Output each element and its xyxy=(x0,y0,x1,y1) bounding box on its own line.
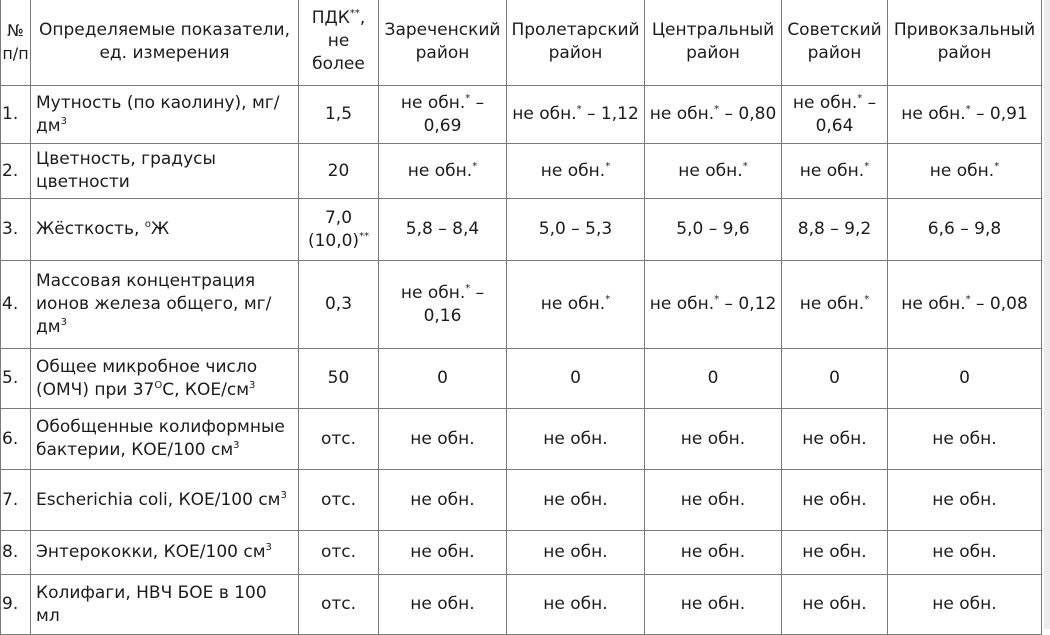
value-text: не обн. xyxy=(680,428,746,449)
value-text: не обн. xyxy=(410,542,475,562)
indicator-superscript: 3 xyxy=(249,379,256,391)
not-detected-footnote-mark: * xyxy=(576,104,582,115)
indicator-text: Escherichia coli, КОЕ/100 см xyxy=(36,489,281,510)
district-value-cell xyxy=(888,144,1042,199)
pdk-value: 1,5 xyxy=(324,104,353,124)
district-value-cell xyxy=(507,531,645,575)
district-value-cell xyxy=(645,144,782,199)
district-value-cell xyxy=(888,261,1042,349)
value-text: не обн. xyxy=(543,428,608,449)
not-detected-footnote-mark: * xyxy=(864,294,870,305)
not-detected-footnote-mark: * xyxy=(714,104,720,115)
not-detected-footnote-mark: * xyxy=(742,160,748,172)
indicator-superscript: 3 xyxy=(60,115,67,127)
value-text: не обн. xyxy=(400,282,466,303)
value-text: не обн. xyxy=(410,428,475,449)
not-detected-footnote-mark: * xyxy=(465,282,471,294)
value-text: 0 xyxy=(707,368,719,388)
pdk-cell xyxy=(299,199,379,261)
value-text: не обн. xyxy=(410,594,475,614)
district-value-cell xyxy=(379,470,507,531)
district-value-cell xyxy=(782,531,888,575)
table-row xyxy=(1,409,1042,470)
district-value-cell xyxy=(782,349,888,409)
value-text: не обн. xyxy=(680,489,746,510)
indicator-superscript: О xyxy=(154,379,163,391)
row-number: 7. xyxy=(1,470,31,531)
district-value-cell xyxy=(888,470,1042,531)
value-text: не обн. xyxy=(802,428,867,449)
indicator-cell xyxy=(31,86,299,144)
value-text: не обн. xyxy=(802,489,867,510)
district-value-cell xyxy=(782,86,888,144)
pdk-value: отс. xyxy=(320,542,357,562)
district-value-cell xyxy=(379,144,507,199)
indicator-superscript: 3 xyxy=(280,489,287,501)
table-row xyxy=(1,531,1042,575)
row-number: 5. xyxy=(1,349,31,409)
header-district: Пролетарский район xyxy=(507,0,645,86)
pdk-cell xyxy=(299,575,379,635)
not-detected-footnote-mark: * xyxy=(994,160,1000,172)
value-text: не обн. xyxy=(543,594,608,614)
value-text: не обн. xyxy=(543,489,608,510)
value-range-tail: – 1,12 xyxy=(581,104,639,124)
indicator-cell xyxy=(31,409,299,470)
pdk-extra-value: (10,0) xyxy=(307,230,360,251)
row-number: 8. xyxy=(1,531,31,575)
district-value-cell xyxy=(645,470,782,531)
value-text: не обн. xyxy=(512,104,577,124)
pdk-cell xyxy=(299,409,379,470)
table-row xyxy=(1,349,1042,409)
district-value-cell xyxy=(507,86,645,144)
district-value-cell xyxy=(645,531,782,575)
value-text: не обн. xyxy=(680,542,746,562)
district-value-cell xyxy=(782,575,888,635)
indicator-cell xyxy=(31,349,299,409)
header-district: Зареченский район xyxy=(379,0,507,86)
district-value-cell xyxy=(888,349,1042,409)
indicator-text: Массовая концентрация ионов железа общего, мг/дм xyxy=(36,271,272,337)
not-detected-footnote-mark: * xyxy=(472,160,478,172)
not-detected-footnote-mark: * xyxy=(965,104,971,115)
pdk-value: 20 xyxy=(327,160,350,181)
value-text: не обн. xyxy=(901,294,966,314)
value-text: не обн. xyxy=(932,594,997,614)
district-value-cell xyxy=(379,261,507,349)
district-value-cell xyxy=(379,531,507,575)
value-text: не обн. xyxy=(799,294,865,314)
row-number: 6. xyxy=(1,409,31,470)
row-number: 2. xyxy=(1,144,31,199)
district-value-cell xyxy=(782,261,888,349)
table-row xyxy=(1,86,1042,144)
value-text: не обн. xyxy=(932,489,997,510)
value-text: не обн. xyxy=(932,428,997,449)
value-range-tail: – 0,16 xyxy=(423,282,485,326)
district-value-cell xyxy=(645,409,782,470)
pdk-value: 7,0 xyxy=(324,207,353,228)
indicator-text-tail: С, КОЕ/см xyxy=(162,379,250,400)
value-text: не обн. xyxy=(649,104,715,124)
header-district: Центральный район xyxy=(645,0,782,86)
pdk-cell xyxy=(299,144,379,199)
not-detected-footnote-mark: * xyxy=(864,160,870,172)
value-text: не обн. xyxy=(543,542,608,562)
district-value-cell xyxy=(645,575,782,635)
value-text: не обн. xyxy=(802,594,867,614)
row-number: 9. xyxy=(1,575,31,635)
value-text: не обн. xyxy=(410,489,475,510)
value-text: не обн. xyxy=(932,542,997,562)
pdk-value: отс. xyxy=(320,594,357,614)
value-text: 6,6 – 9,8 xyxy=(927,219,1002,239)
district-value-cell xyxy=(507,349,645,409)
district-value-cell xyxy=(507,144,645,199)
not-detected-footnote-mark: * xyxy=(965,294,971,305)
district-value-cell xyxy=(888,409,1042,470)
district-value-cell xyxy=(379,349,507,409)
indicator-text: Общее микробное число (ОМЧ) при 37 xyxy=(36,356,258,400)
indicator-text-tail: Ж xyxy=(150,219,170,239)
table-body xyxy=(1,86,1042,635)
pdk-cell xyxy=(299,86,379,144)
indicator-superscript: 3 xyxy=(60,317,67,328)
value-text: не обн. xyxy=(540,160,606,181)
value-text: не обн. xyxy=(400,92,466,113)
not-detected-footnote-mark: * xyxy=(605,294,611,305)
pdk-cell xyxy=(299,470,379,531)
value-text: 0 xyxy=(829,368,840,388)
pdk-cell xyxy=(299,349,379,409)
not-detected-footnote-mark: * xyxy=(857,92,863,104)
district-value-cell xyxy=(782,470,888,531)
district-value-cell xyxy=(507,575,645,635)
district-value-cell xyxy=(645,199,782,261)
value-text: 0 xyxy=(437,368,448,388)
value-text: 5,8 – 8,4 xyxy=(405,219,480,239)
pdk-value: 50 xyxy=(327,368,350,388)
district-value-cell xyxy=(782,144,888,199)
district-value-cell xyxy=(507,470,645,531)
value-text: 8,8 – 9,2 xyxy=(797,219,872,239)
district-value-cell xyxy=(888,575,1042,635)
district-value-cell xyxy=(379,575,507,635)
district-value-cell xyxy=(782,199,888,261)
indicator-text: Мутность (по каолину), мг/дм xyxy=(36,92,280,136)
indicator-text: Обобщенные колиформные бактерии, КОЕ/100 см xyxy=(36,417,285,460)
value-range-tail: – 0,91 xyxy=(970,104,1028,124)
pdk-value: 0,3 xyxy=(324,294,353,314)
header-indicator: Определяемые показатели, ед. измерения xyxy=(31,0,299,86)
indicator-text: Колифаги, НВЧ БОЕ в 100 мл xyxy=(36,582,267,626)
pdk-value: отс. xyxy=(320,489,357,510)
indicator-superscript: 3 xyxy=(265,542,272,553)
district-value-cell xyxy=(507,409,645,470)
not-detected-footnote-mark: * xyxy=(605,160,611,172)
value-text: 5,0 – 5,3 xyxy=(538,219,613,239)
indicator-text: Энтерококки, КОЕ/100 см xyxy=(36,542,266,562)
value-text: не обн. xyxy=(407,160,473,181)
value-text: не обн. xyxy=(802,542,867,562)
district-value-cell xyxy=(645,349,782,409)
district-value-cell xyxy=(379,199,507,261)
value-text: не обн. xyxy=(678,160,743,181)
value-text: не обн. xyxy=(901,104,966,124)
indicator-cell xyxy=(31,575,299,635)
value-text: не обн. xyxy=(540,294,606,314)
district-value-cell xyxy=(379,409,507,470)
pdk-value: отс. xyxy=(320,428,357,449)
district-value-cell xyxy=(645,86,782,144)
value-text: 0 xyxy=(570,368,581,388)
table-row xyxy=(1,199,1042,261)
table-row xyxy=(1,261,1042,349)
value-range-tail: – 0,80 xyxy=(719,104,777,124)
value-text: не обн. xyxy=(799,160,865,181)
header-pdk: ПДК**, не более xyxy=(299,0,379,86)
indicator-cell xyxy=(31,261,299,349)
indicator-text: Цветность, градусы цветности xyxy=(36,149,216,192)
pdk-footnote-mark: ** xyxy=(359,230,370,242)
page-edge xyxy=(1044,0,1050,629)
table-header-row xyxy=(1,0,1042,86)
pdk-footnote-mark: ** xyxy=(349,8,360,19)
row-number: 4. xyxy=(1,261,31,349)
table-row xyxy=(1,575,1042,635)
indicator-cell xyxy=(31,531,299,575)
indicator-text: Жёсткость, xyxy=(36,219,145,239)
value-range-tail: – 0,12 xyxy=(719,294,777,314)
value-text: не обн. xyxy=(649,294,715,314)
value-range-tail: – 0,64 xyxy=(815,92,877,136)
indicator-superscript: 3 xyxy=(233,440,240,451)
indicator-cell xyxy=(31,470,299,531)
district-value-cell xyxy=(507,261,645,349)
indicator-cell xyxy=(31,144,299,199)
district-value-cell xyxy=(379,86,507,144)
district-value-cell xyxy=(888,199,1042,261)
district-value-cell xyxy=(888,86,1042,144)
indicator-superscript: о xyxy=(144,219,151,230)
value-range-tail: – 0,69 xyxy=(423,92,485,136)
district-value-cell xyxy=(645,261,782,349)
value-text: не обн. xyxy=(792,92,858,113)
indicator-cell xyxy=(31,199,299,261)
table-row xyxy=(1,144,1042,199)
header-num: № п/п xyxy=(1,0,31,86)
value-text: не обн. xyxy=(929,160,995,181)
header-district: Привокзальный район xyxy=(888,0,1042,86)
district-value-cell xyxy=(507,199,645,261)
row-number: 1. xyxy=(1,86,31,144)
value-range-tail: – 0,08 xyxy=(970,294,1028,314)
header-district: Советский район xyxy=(782,0,888,86)
value-text: 5,0 – 9,6 xyxy=(676,219,750,239)
value-text: не обн. xyxy=(680,594,746,614)
district-value-cell xyxy=(888,531,1042,575)
pdk-cell xyxy=(299,531,379,575)
not-detected-footnote-mark: * xyxy=(714,294,720,305)
table-row xyxy=(1,470,1042,531)
row-number: 3. xyxy=(1,199,31,261)
pdk-cell xyxy=(299,261,379,349)
district-value-cell xyxy=(782,409,888,470)
not-detected-footnote-mark: * xyxy=(465,92,471,104)
value-text: 0 xyxy=(959,368,970,388)
